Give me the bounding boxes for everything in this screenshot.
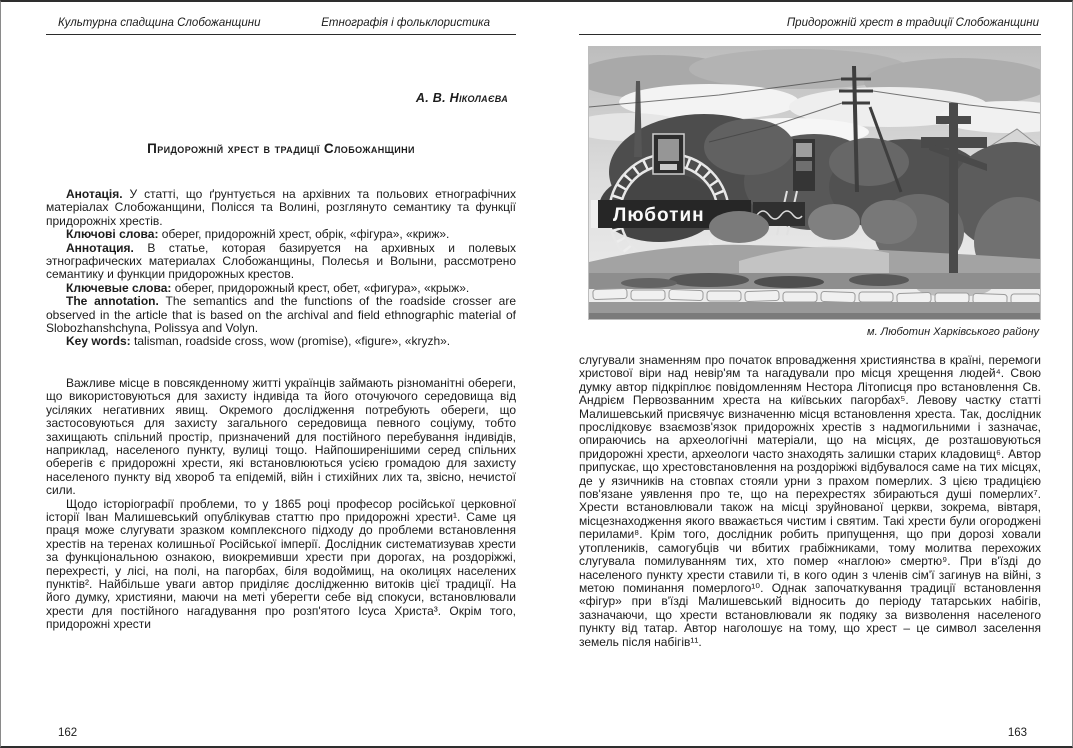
keywords-english-text: talisman, roadside cross, wow (promise), «figure», «kryzh». (130, 334, 451, 349)
header-rule (46, 34, 516, 35)
body-text-right (579, 354, 1041, 649)
photo-caption: м. Люботин Харківського району (867, 326, 1039, 338)
abstract-english (46, 295, 516, 335)
keywords-english-label: Key words: (66, 334, 131, 349)
header-rule (579, 34, 1041, 35)
running-head-article: Придорожній хрест в традиції Слобожанщини (786, 17, 1039, 29)
page-number-right: 163 (1007, 727, 1027, 739)
right-page (579, 2, 1041, 748)
keywords-ukrainian (46, 228, 516, 241)
running-head-left-page (46, 17, 516, 29)
abstract-russian-label: Аннотация. (66, 240, 134, 255)
abstract-ukrainian-text: У статті, що ґрунтується на архівних та польових етнографічних матеріалах Слобожанщини, Полісся та Волині, розглянуто семантику та функції придорожніх хрестів. (46, 187, 516, 228)
keywords-russian-text: оберег, придорожный крест, обет, «фигура», «крыж». (171, 280, 470, 295)
abstract-ukrainian (46, 188, 516, 228)
keywords-russian-label: Ключевые слова: (66, 280, 172, 295)
photo-roadside-cross (588, 46, 1041, 320)
page-number-left: 162 (58, 727, 78, 739)
road-edge (589, 313, 1040, 319)
keywords-ukrainian-text: оберег, придорожній хрест, обрік, «фігура», «криж». (158, 227, 450, 242)
abstract-english-label: The annotation. (66, 294, 159, 309)
keywords-english (46, 335, 516, 348)
article-title: Придорожній хрест в традиції Слобожанщини (147, 141, 415, 156)
running-head-series: Культурна спадщина Слобожанщини (58, 17, 261, 29)
abstract-russian (46, 242, 516, 282)
body-paragraph: слугували знаменням про початок впровадження християнства в країні, перемоги христової віри над невір'ям та нагадували про місця хрещення людей⁴. Свою думку автор підкріплює повідомленням Нестора Літописця про встановлення Св. Андрієм Первозванним хреста на київських пагорбах⁵. Левову частку статті Малишевський присвячує визначенню місця встановлення хреста. Так, дослідник прослідковує взаємозв'язок придорожніх хрестів з надмогильними і зазначає, опираючись на археологічні матеріали, що на місцях, де розташовуються придорожні хрести, археологи часто знаходять залишки старих кладовищ⁶. Автор припускає, що хрестовстановлення на роздоріжжі відбувалося саме на тих місцях, де у язичників на стовпах стояли урни з прахом померлих. З цією традицією пов'язане уявлення про те, що на перехрестях збираються душі померлих⁷. Хрести встановлювали також на місці зруйнованої церкви, зокрема, вівтаря, місцезнаходження якого вважається чистим і святим. Такі хрести були огороджені перилами⁸. Крім того, дослідник робить припущення, що при дорозі ховали утоплеників, самогубців чи вбитих грабіжниками, тому молитва перехожих слугувала помилуванням тих, хто помер «наглою» смертю⁹. При в'їзді до населеного пункту хрести ставили ті, в кого один з членів сім'ї загинув на війні, з метою поминання померлого¹⁰. Однак започаткування традиції встановлення «фігур» при в'їзді Малишевський відносить до періоду татарських набігів, зазначаючи, що хрести встановлювали як подяку за визволення населеного пункту від татар. Автор наголошує на тому, що хрест – це символ заселення земель після набігів¹¹. (579, 353, 1041, 649)
keywords-russian (46, 282, 516, 295)
running-head-right-page (579, 17, 1041, 29)
body-paragraph: Важливе місце в повсякденному житті українців займають різноманітні обереги, що використовуються для захисту індивіда та його оточуючого середовища від усіляких негативних явищ. Окремого дослідження потребують обереги, що застосовуються для захисту загального середовища певного соціуму, тобто захищають спільний простір, призначений для постійного перебування індивідів, наприклад, населеного пункту, вулиці тощо. Найпоширенішими серед спільних оберегів є придорожні хрести, які встановлюються усією громадою для захисту населеного пункту від хвороб та епідемій, війн і стихійних лих та, звісно, нечистої сили. (46, 375, 516, 498)
running-head-section: Етнографія і фольклористика (321, 17, 490, 29)
photo-illustration (589, 47, 1040, 319)
abstract-russian-text: В статье, которая базируется на архивных и полевых этнографических материалах Слобожанщины, Полесья и Волыни, рассмотрено семантику и функции придорожных крестов. (46, 240, 516, 282)
body-paragraph: Щодо історіографії проблеми, то у 1865 році професор російської церковної історії Іван Малишевський опублікував статтю про придорожні хрести¹. Саме ця праця може слугувати зразком комплексного підходу до проблеми встановлення хрестів на теренах колишньої Російської імперії. Дослідник систематизував хрести за функціональною ознакою, виокремивши хрести при дорогах, на роздоріжжі, перехресті, у лісі, на полі, на пагорбах, біля водоймищ, на околицях населених пунктів². Найбільше уваги автор приділяє дослідженню витоків цієї традиції. На його думку, християни, маючи на меті уберегти себе від спокуси, встановлювали хрести для постійного нагадування про розп'ятого Ісуса Христа³. Окрім того, придорожні хрести (46, 496, 516, 632)
author-name: А. В. Ніколаєва (415, 91, 508, 105)
flowerbed (589, 273, 1040, 289)
keywords-ukrainian-label: Ключові слова: (66, 227, 159, 242)
body-text-left (46, 377, 516, 632)
abstract-block (46, 188, 516, 349)
left-page (46, 2, 516, 748)
abstract-ukrainian-label: Анотація. (66, 187, 123, 201)
town-sign-text: Люботин (613, 205, 705, 226)
abstract-english-text: The semantics and the functions of the roadside crosser are observed in the article that is based on the archival and field ethnographic material of Slobozhanshchyna, Polissya and Volyn. (46, 294, 516, 336)
